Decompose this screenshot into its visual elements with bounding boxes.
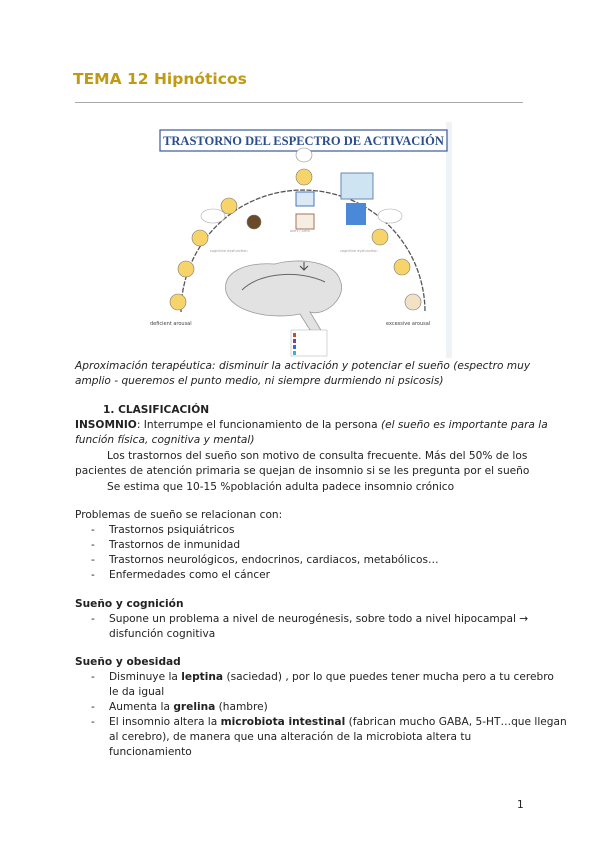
figure-caption-line: amplio - queremos el punto medio, ni siempre durmiendo ni psicosis)	[75, 375, 444, 387]
list-item-cont: disfunción cognitiva	[109, 628, 216, 640]
list-item: Aumenta la grelina (hambre)	[109, 701, 268, 713]
arousal-spectrum-figure	[150, 122, 452, 358]
excessive-arousal-label: excessive arousal	[386, 321, 431, 327]
bullet-dash: -	[91, 524, 95, 536]
figure-illustration	[150, 122, 452, 358]
list-item: Trastornos psiquiátricos	[109, 524, 235, 536]
list-item: Enfermedades como el cáncer	[109, 569, 271, 581]
svg-text:cognitive dysfunction: cognitive dysfunction	[210, 249, 248, 253]
bullet-dash: -	[91, 671, 95, 683]
header-divider	[75, 102, 523, 103]
list-item: El insomnio altera la microbiota intestinal (fabrican mucho GABA, 5-HT…que llegan	[109, 716, 567, 728]
list-item-cont: al cerebro), de manera que una alteración de la microbiota altera tu	[109, 731, 472, 743]
list-item: Disminuye la leptina (saciedad) , por lo que puedes tener mucha pero a tu cerebro	[109, 671, 554, 683]
paragraph-line: Los trastornos del sueño son motivo de consulta frecuente. Más del 50% de los	[107, 450, 528, 462]
bullet-dash: -	[91, 701, 95, 713]
subheading-obesidad: Sueño y obesidad	[75, 656, 181, 668]
problems-intro: Problemas de sueño se relacionan con:	[75, 509, 283, 521]
page-number: 1	[517, 799, 524, 811]
svg-text:cognitive dysfunction: cognitive dysfunction	[340, 249, 378, 253]
bullet-dash: -	[91, 554, 95, 566]
figure-title: TRASTORNO DEL ESPECTRO DE ACTIVACIÓN	[163, 134, 444, 148]
list-item: Trastornos de inmunidad	[109, 539, 241, 551]
figure-legend	[291, 330, 327, 356]
insomnio-term: INSOMNIO	[75, 419, 137, 431]
paragraph-line: Se estima que 10-15 %población adulta padece insomnio crónico	[107, 481, 455, 493]
bullet-dash: -	[91, 539, 95, 551]
insomnio-text: : Interrumpe el funcionamiento de la persona	[136, 419, 381, 431]
section-heading: 1. CLASIFICACIÓN	[103, 404, 210, 416]
microbiota-term: microbiota intestinal	[220, 716, 346, 728]
bullet-dash: -	[91, 569, 95, 581]
grelina-term: grelina	[173, 701, 216, 713]
insomnio-italic-cont: función física, cognitiva y mental)	[75, 434, 255, 446]
leptina-term: leptina	[181, 671, 224, 683]
svg-text:alert / calm: alert / calm	[290, 229, 310, 233]
bullet-dash: -	[91, 716, 95, 728]
subheading-cognicion: Sueño y cognición	[75, 598, 184, 610]
insomnio-italic: (el sueño es importante para la	[380, 419, 548, 431]
list-item-cont: funcionamiento	[109, 746, 192, 758]
insomnio-paragraph	[75, 418, 548, 433]
paragraph-line: pacientes de atención primaria se quejan de insomnio si se les pregunta por el sueño	[75, 465, 530, 477]
deficient-arousal-label: deficient arousal	[150, 321, 192, 327]
list-item: Trastornos neurológicos, endocrinos, cardiacos, metabólicos…	[109, 554, 439, 566]
page-title: TEMA 12 Hipnóticos	[73, 70, 247, 88]
list-item-cont: le da igual	[109, 686, 165, 698]
figure-caption-line: Aproximación terapéutica: disminuir la activación y potenciar el sueño (espectro muy	[75, 360, 531, 372]
bullet-dash: -	[91, 613, 95, 625]
list-item: Supone un problema a nivel de neurogénesis, sobre todo a nivel hipocampal →	[109, 613, 529, 625]
